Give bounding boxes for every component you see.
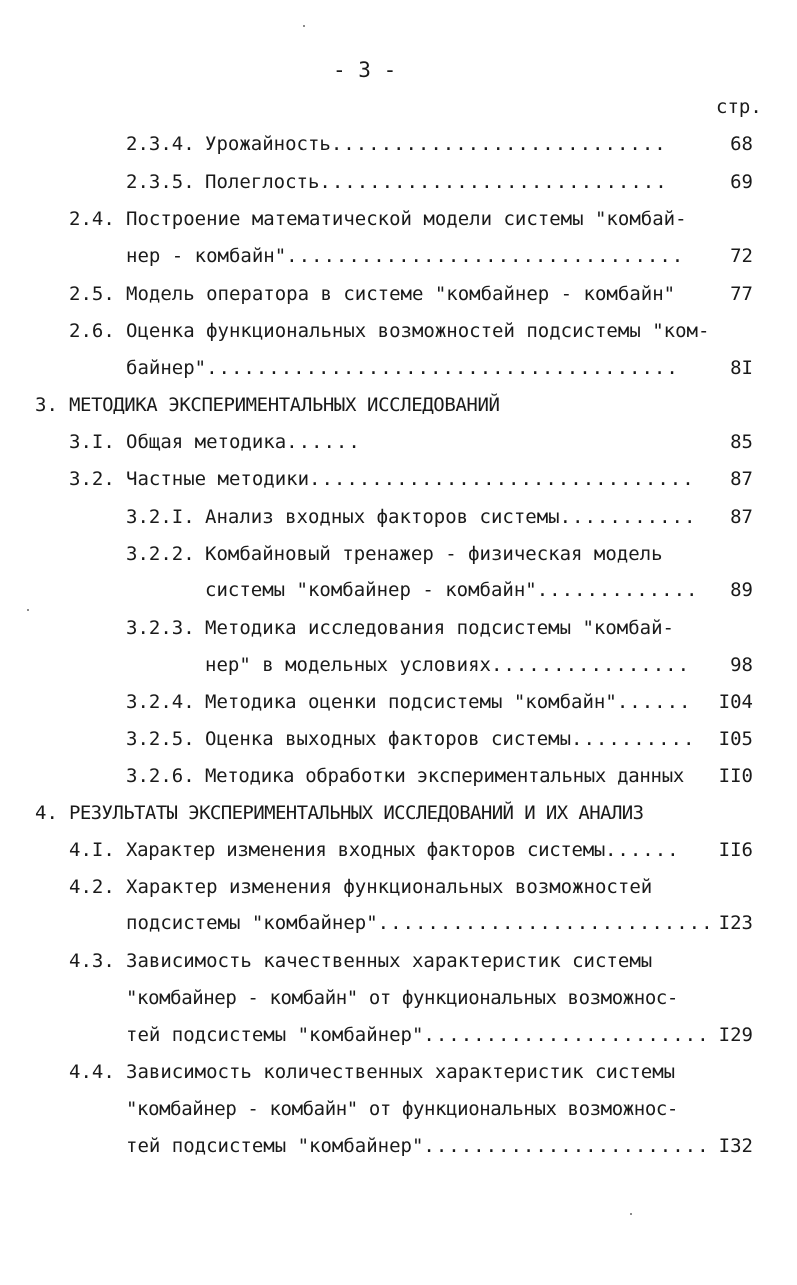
toc-title-line: подсистемы "комбайнер"........................... (126, 912, 714, 934)
toc-leader: ............. (536, 579, 699, 601)
toc-number: 3.2. (69, 468, 115, 490)
toc-leader: ................................ (286, 245, 685, 267)
toc-number: 3.I. (69, 431, 115, 453)
toc-page: II6 (718, 839, 753, 861)
toc-number: 2.4. (69, 208, 115, 230)
toc-number: 4.4. (69, 1061, 115, 1083)
toc-number: 3. (35, 394, 58, 416)
toc-title-line: Методика исследования подсистемы "комбай- (205, 617, 674, 639)
toc-number: 2.3.4. (126, 133, 195, 155)
toc-number: 2.3.5. (126, 171, 195, 193)
toc-leader: ........................... (330, 133, 667, 155)
toc-title-line: Комбайновый тренажер - физическая модель (205, 543, 663, 565)
scan-speck (303, 25, 305, 27)
toc-number: 2.5. (69, 283, 115, 305)
toc-number: 3.2.I. (126, 506, 195, 528)
toc-title-line: системы "комбайнер - комбайн"............. (205, 579, 699, 601)
toc-title: Анализ входных факторов системы........... (205, 506, 697, 528)
toc-number: 3.2.6. (126, 765, 195, 787)
toc-title-line: "комбайнер - комбайн" от функциональных возможнос- (126, 1098, 678, 1120)
toc-number: 4. (35, 802, 58, 824)
toc-page: 8I (730, 357, 753, 379)
toc-title-line: Характер изменения функциональных возможностей (126, 876, 653, 898)
toc-number: 3.2.5. (126, 728, 195, 750)
toc-leader: ............................ (319, 171, 668, 193)
toc-heading-text: РЕЗУЛЬТАТЫ ЭКСПЕРИМЕНТАЛЬНЫХ ИССЛЕДОВАНИЙ И ИХ АНАЛИЗ (69, 802, 644, 824)
toc-page: 89 (730, 579, 753, 601)
toc-title-line: Оценка функциональных возможностей подсистемы "ком- (126, 320, 710, 342)
toc-page: I32 (718, 1135, 753, 1157)
toc-number: 4.2. (69, 876, 115, 898)
toc-page: I05 (718, 728, 753, 750)
toc-leader: ........................... (377, 912, 714, 934)
toc-title-line: нер" в модельных условиях................ (205, 654, 691, 676)
toc-title-line: "комбайнер - комбайн" от функциональных возможнос- (126, 987, 678, 1009)
toc-leader: ............................... (309, 468, 695, 490)
toc-page: I29 (718, 1024, 753, 1046)
toc-title: Характер изменения входных факторов системы...... (126, 839, 680, 861)
toc-page: 98 (730, 654, 753, 676)
toc-number: 3.2.2. (126, 543, 195, 565)
toc-title: Полеглость............................ (205, 171, 668, 193)
toc-number: 3.2.3. (126, 617, 195, 639)
scan-speck (630, 1213, 632, 1215)
toc-title: Частные методики............................... (126, 468, 695, 490)
toc-page: I23 (718, 912, 753, 934)
toc-title-line: Зависимость количественных характеристик системы (126, 1061, 676, 1083)
toc-page: 85 (730, 431, 753, 453)
toc-number: 3.2.4. (126, 691, 195, 713)
toc-page: 69 (730, 171, 753, 193)
toc-page: 77 (730, 283, 753, 305)
toc-page: 87 (730, 468, 753, 490)
toc-leader: ........... (559, 506, 697, 528)
toc-title-line: байнер"...................................... (126, 357, 679, 379)
toc-title: Оценка выходных факторов системы.......... (205, 728, 696, 750)
toc-title-line: Построение математической модели системы "комбай- (126, 208, 687, 230)
toc-number: 4.I. (69, 839, 115, 861)
toc-leader: ...... (286, 431, 361, 453)
toc-number: 2.6. (69, 320, 115, 342)
toc-leader: ...... (604, 839, 680, 861)
toc-title: Методика оценки подсистемы "комбайн"...... (205, 691, 692, 713)
toc-page: II0 (718, 765, 753, 787)
toc-page: 87 (730, 506, 753, 528)
toc-title: Общая методика...... (126, 431, 361, 453)
toc-title-line: тей подсистемы "комбайнер"....................... (126, 1135, 710, 1157)
toc-page: 68 (730, 133, 753, 155)
toc-number: 4.3. (69, 950, 115, 972)
toc-leader: ....................... (423, 1135, 710, 1157)
toc-leader: ...................................... (206, 357, 679, 379)
scan-speck (27, 609, 29, 611)
toc-page: 72 (730, 245, 753, 267)
toc-title: Методика обработки экспериментальных данных (205, 765, 684, 787)
toc-leader: ...... (616, 691, 692, 713)
toc-leader: .......... (571, 728, 696, 750)
toc-page: I04 (718, 691, 753, 713)
toc-title-line: нер - комбайн"................................ (126, 245, 685, 267)
page-number: - 3 - (333, 58, 397, 82)
toc-heading-text: МЕТОДИКА ЭКСПЕРИМЕНТАЛЬНЫХ ИССЛЕДОВАНИЙ (69, 394, 500, 416)
toc-leader: ....................... (423, 1024, 710, 1046)
toc-title: Модель оператора в системе "комбайнер - комбайн" (126, 283, 676, 305)
toc-title-line: Зависимость качественных характеристик системы (126, 950, 653, 972)
page-column-label: стр. (716, 96, 762, 118)
toc-title-line: тей подсистемы "комбайнер"....................... (126, 1024, 710, 1046)
toc-leader: ................ (490, 654, 691, 676)
toc-title: Урожайность........................... (205, 133, 667, 155)
